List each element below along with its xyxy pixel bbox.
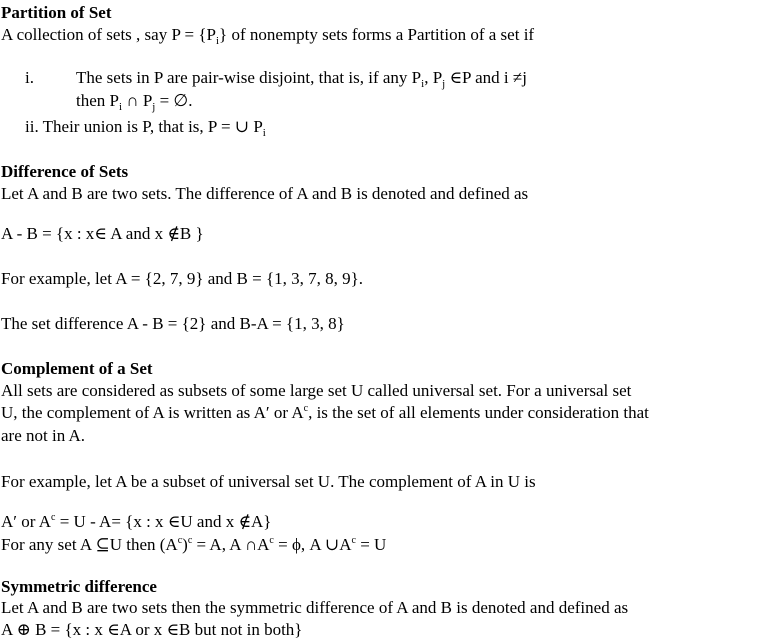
symmetric-formula-partial: A ⊕ B = {x : x ∈A or x ∈B but not in both} [1, 620, 303, 639]
partition-intro: A collection of sets , say $P = \{P_i\}$ of nonempty sets forms a Partition of a set if [1, 25, 535, 47]
complement-line1: All sets are considered as subsets of some large set U called universal set. For a universal set [1, 381, 632, 400]
partition-item2: ii. Their union is P, that is, P = ∪ $P_i$ [25, 117, 266, 139]
difference-intro: Let A and B are two sets. The difference of A and B is denoted and defined as [1, 184, 529, 203]
complement-example: For example, let A be a subset of universal set U. The complement of A in U is [1, 472, 536, 491]
partition-heading: Partition of Set [1, 3, 112, 22]
complement-formula: A′ or $A^c = U - A= \{x$ : x ∈U and x ∉A} [1, 512, 272, 531]
symmetric-intro: Let A and B are two sets then the symmetric difference of A and B is denoted and defined as [1, 598, 629, 617]
complement-line3: are not in A. [1, 426, 86, 445]
partition-item1-continued: then $P_i$ ∩ $P_j$ = ∅. [76, 91, 193, 113]
difference-example: For example, let A = {2, 7, 9} and B = {1, 3, 7, 8, 9}. [1, 269, 364, 288]
partition-item1: The sets in P are pair-wise disjoint, that is, if any $P_i$, $P_j$ ∈P and i ≠j [76, 68, 527, 90]
complement-line2: U, the complement of A is written as A′ or $A^c$, is the set of all elements under consideration that [1, 403, 649, 422]
difference-heading: Difference of Sets [1, 162, 129, 181]
difference-formula: A - B = {x : x∈ A and x ∉B } [1, 224, 204, 243]
complement-heading: Complement of a Set [1, 359, 153, 378]
symmetric-heading: Symmetric difference [1, 577, 157, 596]
difference-result: The set difference A - B = {2} and B-A = {1, 3, 8} [1, 314, 345, 333]
complement-properties: For any set A ⊆U then $(A^c)^c = A$, A $\cap A^c = \phi$, A $\cup A^c = U$ [1, 535, 387, 554]
partition-item1-number: i. [25, 68, 34, 87]
